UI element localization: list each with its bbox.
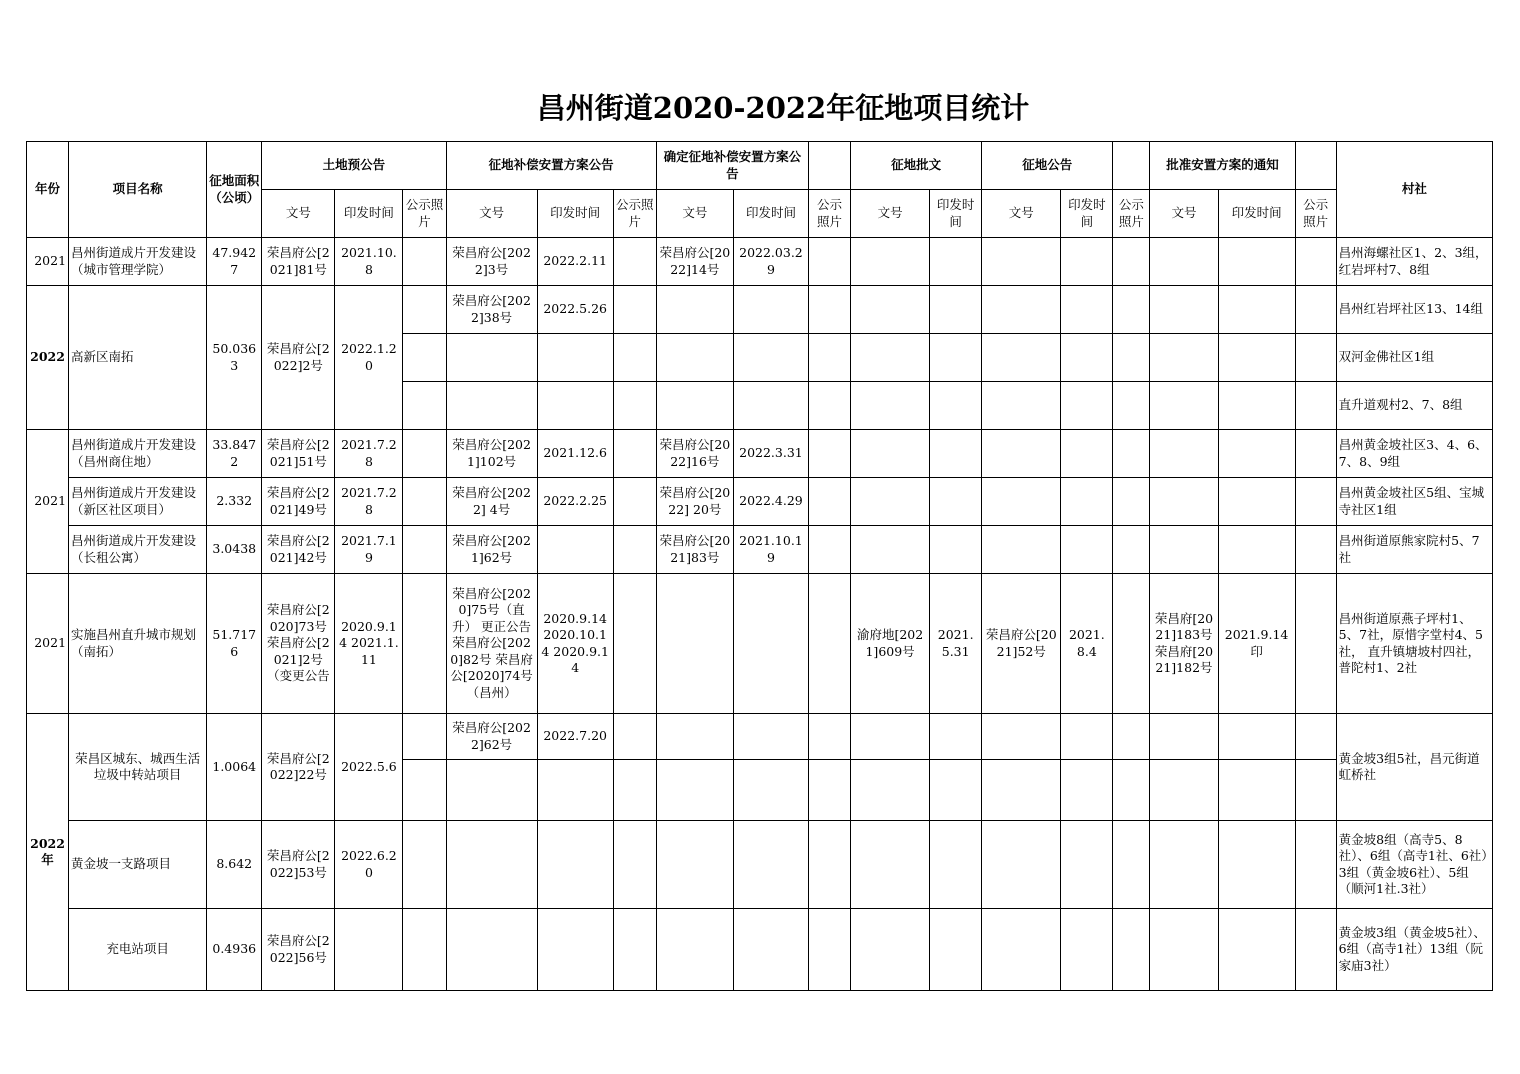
cell-village: 昌州街道原熊家院村5、7社: [1336, 526, 1492, 574]
cell-cn-time: 2021.12.6: [537, 430, 613, 478]
cell-year: 2021: [27, 238, 69, 286]
cell-pl-time: 2021.9.14印: [1218, 574, 1295, 714]
subheader-doc: 文号: [982, 190, 1061, 238]
subheader-doc: 文号: [262, 190, 335, 238]
cell-cc-doc: 荣昌府公[2022] 20号: [656, 478, 733, 526]
cell-area: 47.9427: [207, 238, 262, 286]
subheader-photo: 公示照片: [613, 190, 656, 238]
cell-cc-doc: 荣昌府公[2021]83号: [656, 526, 733, 574]
cell-project: 昌州街道成片开发建设（城市管理学院）: [69, 238, 207, 286]
table-row: [27, 909, 1493, 991]
cell-ln-doc: 荣昌府公[2021]49号: [262, 478, 335, 526]
subheader-doc: 文号: [656, 190, 733, 238]
cell-village: 昌州黄金坡社区5组、宝城寺社区1组: [1336, 478, 1492, 526]
cell-ln-doc: 荣昌府公[2020]73号 荣昌府公[2021]2号（变更公告: [262, 574, 335, 714]
subheader-time: 印发时间: [1061, 190, 1113, 238]
header-area: 征地面积（公顷）: [207, 142, 262, 238]
subheader-doc: 文号: [446, 190, 537, 238]
cell-ln-time: 2021.10.8: [335, 238, 403, 286]
cell-village: 双河金佛社区1组: [1336, 334, 1492, 382]
subheader-time: 印发时间: [537, 190, 613, 238]
cell-cn-doc: 荣昌府公[2022]3号: [446, 238, 537, 286]
cell-year: 2022年: [27, 714, 69, 991]
cell-cc-time: 2022.3.31: [733, 430, 808, 478]
cell-cc-doc: 荣昌府公[2022]14号: [656, 238, 733, 286]
subheader-time: 印发时间: [335, 190, 403, 238]
cell-ln-doc: 荣昌府公[2022]2号: [262, 286, 335, 430]
cell-ln-doc: 荣昌府公[2022]22号: [262, 714, 335, 821]
cell-ln-doc: 荣昌府公[2021]81号: [262, 238, 335, 286]
subheader-photo: 公示照片: [403, 190, 446, 238]
header-land-announce: 征地公告: [982, 142, 1113, 190]
cell-ln-time: 2021.7.28: [335, 478, 403, 526]
cell-project: 黄金坡一支路项目: [69, 821, 207, 909]
cell-cc-time: 2021.10.19: [733, 526, 808, 574]
cell-area: 33.8472: [207, 430, 262, 478]
cell-cn-time: [537, 526, 613, 574]
land-acquisition-table: [26, 141, 1493, 991]
cell-village: 昌州黄金坡社区3、4、6、7、8、9组: [1336, 430, 1492, 478]
cell-project: 实施昌州直升城市规划（南拓）: [69, 574, 207, 714]
table-row: [27, 526, 1493, 574]
subheader-time: 印发时间: [930, 190, 982, 238]
cell-cn-time: 2022.2.11: [537, 238, 613, 286]
header-approval: 征地批文: [851, 142, 982, 190]
header-empty-3: [1295, 142, 1336, 190]
cell-village: 黄金坡3组（黄金坡5社）、6组（高寺1社）13组（阮家庙3社）: [1336, 909, 1492, 991]
cell-project: 荣昌区城东、城西生活垃圾中转站项目: [69, 714, 207, 821]
cell-project: 昌州街道成片开发建设（长租公寓）: [69, 526, 207, 574]
cell-year: 2021: [27, 430, 69, 574]
table-row: [27, 286, 1493, 334]
cell-area: 2.332: [207, 478, 262, 526]
cell-project: 充电站项目: [69, 909, 207, 991]
subheader-photo: 公示照片: [809, 190, 851, 238]
header-empty-2: [1113, 142, 1150, 190]
table-row: [27, 714, 1493, 760]
cell-cn-doc: 荣昌府公[2021]102号: [446, 430, 537, 478]
cell-cn-time: 2022.5.26: [537, 286, 613, 334]
table-row: [27, 238, 1493, 286]
cell-area: 1.0064: [207, 714, 262, 821]
cell-year: 2021: [27, 574, 69, 714]
cell-ln-time: [335, 909, 403, 991]
cell-area: 8.642: [207, 821, 262, 909]
table-row: [27, 430, 1493, 478]
cell-ln-doc: 荣昌府公[2022]53号: [262, 821, 335, 909]
cell-project: 昌州街道成片开发建设（新区社区项目）: [69, 478, 207, 526]
cell-project: 昌州街道成片开发建设（昌州商住地）: [69, 430, 207, 478]
cell-village: 直升道观村2、7、8组: [1336, 382, 1492, 430]
cell-year: 2022: [27, 286, 69, 430]
table-row: [27, 821, 1493, 909]
cell-area: 50.0363: [207, 286, 262, 430]
cell-area: 0.4936: [207, 909, 262, 991]
cell-ln-time: 2022.5.6: [335, 714, 403, 821]
cell-ln-time: 2022.6.20: [335, 821, 403, 909]
cell-ln-time: 2021.7.19: [335, 526, 403, 574]
cell-village: 黄金坡8组（高寺5、8社）、6组（高寺1社、6社）3组（黄金坡6社）、5组（顺河1社.3社）: [1336, 821, 1492, 909]
header-year: 年份: [27, 142, 69, 238]
cell-cn-doc: 荣昌府公[2021]62号: [446, 526, 537, 574]
header-approve-plan: 批准安置方案的通知: [1150, 142, 1295, 190]
header-comp-notice: 征地补偿安置方案公告: [446, 142, 656, 190]
cell-project: 高新区南拓: [69, 286, 207, 430]
cell-cc-time: 2022.03.29: [733, 238, 808, 286]
subheader-time: 印发时间: [1218, 190, 1295, 238]
cell-cc-time: 2022.4.29: [733, 478, 808, 526]
cell-ln-doc: 荣昌府公[2021]42号: [262, 526, 335, 574]
cell-la-doc: 荣昌府公[2021]52号: [982, 574, 1061, 714]
cell-ap-doc: 渝府地[2021]609号: [851, 574, 930, 714]
table-row: [27, 478, 1493, 526]
cell-cn-doc: 荣昌府公[2022]62号: [446, 714, 537, 760]
cell-ln-time: 2021.7.28: [335, 430, 403, 478]
cell-cc-doc: 荣昌府公[2022]16号: [656, 430, 733, 478]
subheader-photo: 公示照片: [1295, 190, 1336, 238]
cell-village: 黄金坡3组5社，昌元街道虹桥社: [1336, 714, 1492, 821]
cell-village: 昌州红岩坪社区13、14组: [1336, 286, 1492, 334]
subheader-doc: 文号: [851, 190, 930, 238]
cell-ln-time: 2022.1.20: [335, 286, 403, 430]
cell-village: 昌州海螺社区1、2、3组，红岩坪村7、8组: [1336, 238, 1492, 286]
cell-cn-time: 2020.9.14 2020.10.14 2020.9.14: [537, 574, 613, 714]
subheader-photo: 公示照片: [1113, 190, 1150, 238]
cell-cn-time: 2022.2.25: [537, 478, 613, 526]
cell-ln-doc: 荣昌府公[2022]56号: [262, 909, 335, 991]
page-title: 昌州街道2020-2022年征地项目统计: [536, 91, 1030, 125]
cell-cn-doc: 荣昌府公[2020]75号（直升） 更正公告荣昌府公[2020]82号 荣昌府公[2020]74号（昌州）: [446, 574, 537, 714]
cell-area: 3.0438: [207, 526, 262, 574]
cell-village: 昌州街道原燕子坪村1、5、7社，原惜字堂村4、5社， 直升镇塘坡村四社，普陀村1、2社: [1336, 574, 1492, 714]
subheader-doc: 文号: [1150, 190, 1218, 238]
cell-pl-doc: 荣昌府[2021]183号荣昌府[2021]182号: [1150, 574, 1218, 714]
header-village: 村社: [1336, 142, 1492, 238]
cell-cn-doc: 荣昌府公[2022]38号: [446, 286, 537, 334]
subheader-time: 印发时间: [733, 190, 808, 238]
cell-ln-doc: 荣昌府公[2021]51号: [262, 430, 335, 478]
header-empty-1: [809, 142, 851, 190]
header-project: 项目名称: [69, 142, 207, 238]
cell-area: 51.7176: [207, 574, 262, 714]
header-confirm-comp: 确定征地补偿安置方案公告: [656, 142, 808, 190]
cell-cn-time: 2022.7.20: [537, 714, 613, 760]
cell-ln-time: 2020.9.14 2021.1.11: [335, 574, 403, 714]
table-row: [27, 574, 1493, 714]
header-land-notice: 土地预公告: [262, 142, 446, 190]
cell-cn-doc: 荣昌府公[2022] 4号: [446, 478, 537, 526]
cell-la-time: 2021.8.4: [1061, 574, 1113, 714]
cell-ap-time: 2021.5.31: [930, 574, 982, 714]
